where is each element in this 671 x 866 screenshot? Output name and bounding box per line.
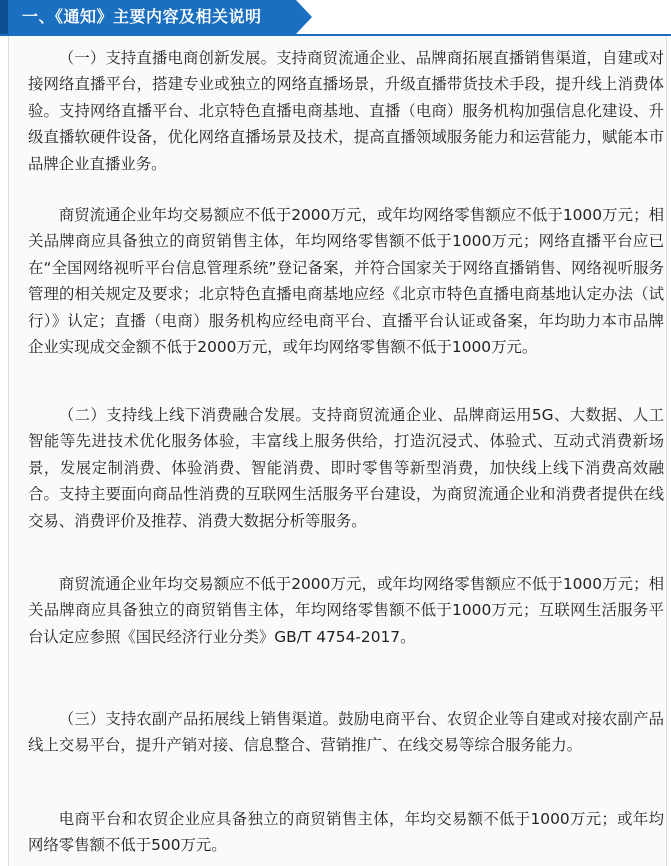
paragraph-5-agricultural-products: （三）支持农副产品拓展线上销售渠道。鼓励电商平台、农贸企业等自建或对接农副产品线上交易平台，提升产销对接、信息整合、营销推广、在线交易等综合服务能力。 <box>28 710 664 755</box>
paragraph-3-online-offline: （二）支持线上线下消费融合发展。支持商贸流通企业、品牌商运用5G、大数据、人工智能等先进技术优化服务体验，丰富线上服务供给，打造沉浸式、体验式、互动式消费新场景，发展定制消费、体验消费、智能消费、即时零售等新型消费，加快线上线下消费高效融合。支持主要面向商品性消费的互联网生活服务平台建设，为商贸流通企业和消费者提供在线交易、消费评价及推荐、消费大数据分析等服务。 <box>28 406 664 530</box>
section-title: 一、《通知》主要内容及相关说明 <box>22 7 262 26</box>
paragraph-1-live-commerce: （一）支持直播电商创新发展。支持商贸流通企业、品牌商拓展直播销售渠道，自建或对接网络直播平台，搭建专业或独立的网络直播场景，升级直播带货技术手段，提升线上消费体验。支持网络直播平台、北京特色直播电商基地、直播（电商）服务机构加强信息化建设、升级直播软硬件设备，优化网络直播场景及技术，提高直播领域服务能力和运营能力，赋能本市品牌企业直播业务。 <box>28 49 664 173</box>
header-accent-stripe <box>0 0 8 34</box>
paragraph-2-live-commerce-criteria: 商贸流通企业年均交易额应不低于2000万元，或年均网络零售额应不低于1000万元；相关品牌商应具备独立的商贸销售主体，年均网络零售额不低于1000万元；网络直播平台应已在“全国网络视听平台信息管理系统”登记备案，并符合国家关于网络直播销售、网络视听服务管理的相关规定及要求；北京特色直播电商基地应经《北京市特色直播电商基地认定办法（试行）》认定；直播（电商）服务机构应经电商平台、直播平台认证或备案，年均助力本市品牌企业实现成交金额不低于2000万元，或年均网络零售额不低于1000万元。 <box>28 206 664 357</box>
paragraph-4-online-offline-criteria: 商贸流通企业年均交易额应不低于2000万元，或年均网络零售额应不低于1000万元；相关品牌商应具备独立的商贸销售主体，年均网络零售额不低于1000万元；互联网生活服务平台认定应参照《国民经济行业分类》GB/T 4754-2017。 <box>28 575 664 646</box>
paragraph-6-agricultural-criteria: 电商平台和农贸企业应具备独立的商贸销售主体，年均交易额不低于1000万元；或年均网络零售额不低于500万元。 <box>28 810 664 855</box>
section-header <box>0 0 671 36</box>
